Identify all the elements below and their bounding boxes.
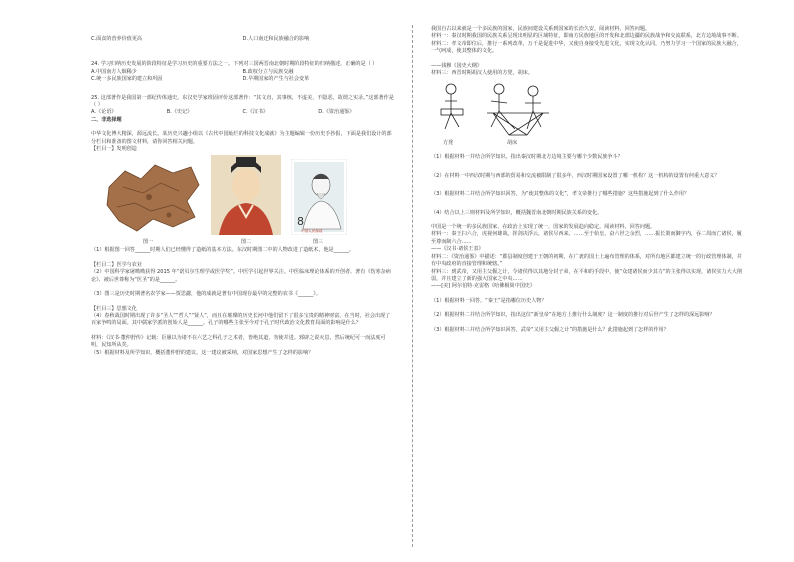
q24-option-c: C.统一多民族国家的建立和巩固 [91, 76, 163, 83]
q28-source2: ——[美] 阿尔伯特·克雷格《哈佛极简中国史》 [431, 283, 535, 290]
q26-sub5: （5）根据材料及所学知识，概括董仲舒的建议。这一建议被采纳，对国家思想产生了怎样的影响？ [91, 349, 314, 356]
q24-option-a: A.中国南方人烟稀少 [91, 68, 137, 75]
q25-option-d: D.《资治通鉴》 [318, 109, 355, 116]
q28-material1: 材料一：秦王扫六合，虎视何雄哉。挥剑决浮云，诸侯尽西来。……至于始皇，奋六世之余烈，……振长策而御宇内，吞二周而亡诸侯，履至尊而制六合…… [431, 231, 742, 245]
q27-sub1: （1）根据材料一并结合所学知识，指出秦汉时期北方边境主要与哪个少数民族争斗？ [431, 154, 623, 161]
q25-stem: 25. 这部著作是我国第一部纪传体通史。东汉史学家班固评价这部著作：“其文直，其事核，不虚美，不隐恶，故谓之实录。”这部著作是（ ） [91, 94, 394, 109]
q26-sub4: （4）春秋战国时期出现了许多“圣人”“哲人”“贤人”，而且在璀璨的历史长河中他们留下了很多宝贵的精神财富，在当时，社会出现了百家争鸣的局面。其中儒家学派的创始人是______。孔子的哪些主张至今对于孔子时代政治文化教育局面的影响是什么？ [91, 312, 391, 327]
q23-option-c: C.面食的营养价值更高 [91, 36, 143, 42]
q27-sub4: （4）结合以上三则材料及所学知识，概括魏晋南北朝时期民族关系的变化。 [431, 209, 603, 216]
q26-column1-title: 【栏目一】发明创造 [91, 146, 137, 153]
q25-options [91, 109, 394, 116]
q24-options-cd [91, 76, 394, 83]
q28-sub3: （3）根据材料三并结合所学知识回答，武帝“又用主父偃之计”的措施是什么？此措施起到了怎样的作用？ [431, 326, 669, 333]
caption-fig1: 图一 [143, 239, 154, 246]
right-column [431, 26, 743, 334]
stamp-value: 8 [297, 215, 304, 229]
q23-option-d: D.人口南迁和民族融合的影响 [242, 36, 310, 42]
q27-sub2: （2）在材料一中西汉时期与西部的贸易和交流被限制了很多年，西汉时期国家设置了哪一机构？这一机构的设置有何重大意义？ [431, 172, 720, 179]
q28-material2: 材料二：《资治通鉴》中描述：“郡县制度创建于王朝的初期，在广袤的国土上遍布管理的体系，对所有地区都建立统一的行政管理体制，并有中央政府的直接管理和统辖。” [431, 253, 742, 268]
caption-fig3: 图三 [313, 239, 324, 246]
stamp-label: 中国人民邮政 [301, 229, 323, 234]
column-divider [412, 25, 413, 547]
caption-fig2: 图二 [241, 239, 252, 246]
q26-sub2: （2）中国科学家屠呦呦获得 2015 年“诺贝尔生理学或医学奖”。中医学引起世界关注。中医临床理论体系的开创者、著有《伤寒杂病论》、被后世尊称为“医圣”的是______。 [91, 269, 391, 283]
q27-intro: 我国自古以来就是一个多民族的国家，民族间建设关系到国家的长治久安。阅读材料，回答问题。 [431, 26, 651, 32]
q27-source1: ——钱穆《国史大纲》 [431, 62, 482, 69]
q26-sub1: （1）根据图一回答______时期人们已经懂得了造纸的基本方法。东汉时期图二中的人物改进了造纸术，他是______。 [91, 247, 355, 254]
jia-sixie-stamp [291, 159, 347, 235]
q24-option-d: D.早期国家的产生与社会变革 [242, 76, 310, 83]
cai-lun-portrait [211, 155, 281, 235]
hu-chuang-sketch [437, 79, 567, 141]
left-column [91, 36, 394, 357]
furniture-sketch [431, 77, 743, 147]
q28-source1: ——《汉书·诸侯王表》 [431, 246, 484, 253]
q25-option-c: C.《汉书》 [242, 109, 269, 116]
q26-column2-title: 【栏目二】医学与农业 [91, 261, 142, 268]
q25-option-a: A.《论语》 [91, 109, 117, 116]
q26-sub3: （3）图三是历史时期著名农学家——贾思勰，他的成就是著有中国现存最早的完整的农书《______》。 [91, 291, 321, 298]
q24-stem: 24. 学习归纳历史发展的阶段特征是学习历史的重要方法之一。下列对三国两晋南北朝时期阶段特征的归纳描述，正确的是（ ） [91, 61, 378, 68]
q28-material3: 材料三：到武帝，又用主父偃之计，令诸侯得以其地分封子弟，在平和的手段中，使“众建诸侯而少其力”的主张得以实现，诸侯实力大大削弱，并且建立了新的强大国家之中央…… [431, 268, 742, 282]
q26-intro: 中华文化博大精深，源远流长。某历史兴趣小组以《古代中国灿烂的科技文化成就》为主题编辑一份历史手抄报，下面是我们设计的部分栏目和准备的图文材料，请你回答相关问题。 [91, 131, 392, 145]
section-title: 二、非选择题 [91, 116, 122, 123]
figure-captions [91, 239, 394, 247]
q26-column3-title: 【栏目三】思想文化 [91, 305, 137, 312]
q25-option-b: B.《史记》 [166, 109, 193, 116]
q28-sub1: （1）根据材料一回答，“秦王”是指哪位历史人物？ [431, 297, 547, 304]
q26-figures [91, 153, 394, 239]
q27-material3: 材料三：西晋时期胡汉人使用的方凳，胡床。 [431, 70, 533, 77]
paper-fragment-figure [103, 157, 203, 235]
q27-material1: 材料一：秦汉时期我国的民族关系呈现出明显的区域特征，即南方民族地区的开发和北部边疆的民族战争和交流联系，北方边境战事不断。 [431, 33, 742, 40]
sketch-label-huchuang: 胡床 [507, 140, 518, 147]
q26-material: 材料：《汉书·董仲舒传》记载：臣愚以为诸不在六艺之科孔子之术者，皆绝其道，勿使并进。邪辟之说灭息，然后统纪可一而法度可明，民知所从矣。 [91, 334, 386, 349]
q23-options [91, 36, 394, 43]
q28-intro: 中国是一个统一的多民族国家，在政治上实现了统一，国家的发展趋向稳定。阅读材料，回答问题。 [431, 224, 656, 231]
q28-sub2: （2）根据材料二并结合所学知识，指出这位“新皇帝”在地方上推行什么制度？这一制度的推行对后世产生了怎样的深远影响？ [431, 312, 715, 319]
sketch-label-stool: 方凳 [443, 140, 454, 147]
q24-option-b: B.政权分立与民族交融 [242, 68, 294, 75]
q27-material2: 材料二：孝文帝即位后，推行一系列改革，万千是促进中华，又使自身接受先进文化，实现文化认同，乃努力学习一个国家的民族大融合，一气呵成，使其整体的文化。 [431, 40, 742, 55]
q27-sub3: （3）根据材料二并结合所学知识回答，为“使其整体的文化”，孝文帝推行了哪些措施？这些措施起到了什么作用？ [431, 191, 690, 198]
